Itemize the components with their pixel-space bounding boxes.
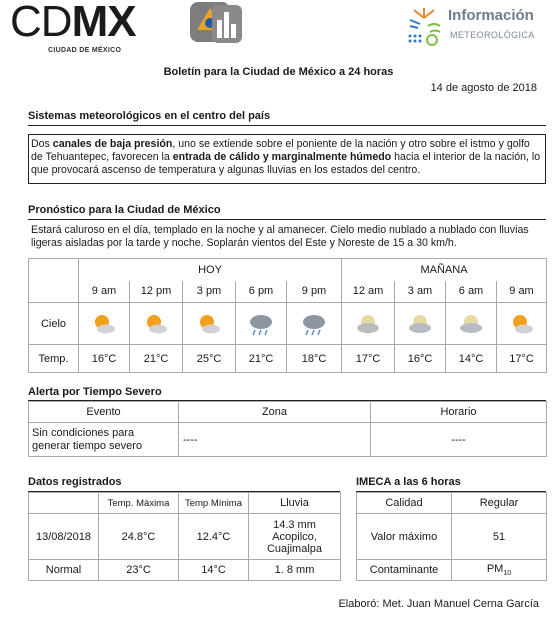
sky-cell [130, 303, 183, 345]
recorded-max-cell: 24.8°C [99, 514, 179, 560]
imeca-pollutant-label: Contaminante [357, 560, 452, 581]
alert-zone-cell: ---- [179, 423, 371, 457]
cdmx-logo [10, 0, 136, 46]
tomorrow-header: MAÑANA [342, 259, 547, 281]
alert-table [28, 401, 547, 457]
sky-cell [395, 303, 446, 345]
temp-cell: 17°C [342, 345, 395, 373]
imeca-title: IMECA a las 6 horas [356, 476, 461, 488]
sky-cell [497, 303, 547, 345]
hour-cell: 6 am [446, 281, 497, 303]
sky-cell [446, 303, 497, 345]
hour-cell: 6 pm [236, 281, 287, 303]
hour-cell: 9 pm [287, 281, 342, 303]
recorded-corner-cell [29, 493, 99, 514]
info-title: Información [448, 7, 534, 24]
rain-amount: 14.3 mm [273, 518, 316, 531]
forecast-table [28, 258, 547, 373]
imeca-quality-value: Regular [452, 493, 547, 514]
hour-cell: 3 pm [183, 281, 236, 303]
imeca-max-label: Valor máximo [357, 514, 452, 560]
alert-event-header: Evento [29, 402, 179, 423]
logo-mx-text: MX [71, 0, 136, 46]
moon-cloud-icon [407, 311, 433, 337]
moon-cloud-icon [458, 311, 484, 337]
bulletin-date: 14 de agosto de 2018 [430, 82, 537, 94]
alert-event-cell [29, 423, 179, 457]
sky-cell [236, 303, 287, 345]
sun-cloud-icon [196, 311, 222, 337]
hour-cell: 9 am [79, 281, 130, 303]
logo-subtitle: CIUDAD DE MÉXICO [48, 47, 122, 54]
forecast-title: Pronóstico para la Ciudad de México [28, 204, 221, 216]
temp-cell: 16°C [395, 345, 446, 373]
recorded-title: Datos registrados [28, 476, 122, 488]
sky-label: Cielo [29, 303, 79, 345]
recorded-max-header: Temp. Máxima [99, 493, 179, 514]
hour-cell: 3 am [395, 281, 446, 303]
recorded-rain-cell [249, 514, 341, 560]
imeca-max-value: 51 [452, 514, 547, 560]
temp-cell: 17°C [497, 345, 547, 373]
hour-cell: 12 pm [130, 281, 183, 303]
recorded-rain-header: Lluvia [249, 493, 341, 514]
rain-cloud-icon [301, 311, 327, 337]
recorded-table [28, 492, 341, 581]
systems-title: Sistemas meteorológicos en el centro del país [28, 110, 271, 122]
recorded-date-cell: 13/08/2018 [29, 514, 99, 560]
forecast-corner-cell [29, 259, 79, 303]
temp-cell: 25°C [183, 345, 236, 373]
temp-label: Temp. [29, 345, 79, 373]
info-subtitle: METEOROLÓGICA [450, 30, 535, 40]
recorded-normal-min: 14°C [179, 560, 249, 581]
sun-cloud-icon [143, 311, 169, 337]
rain-location: Acopilco, [272, 530, 317, 543]
temp-cell: 18°C [287, 345, 342, 373]
temp-cell: 16°C [79, 345, 130, 373]
systems-text: Dos canales de baja presión, uno se extiende sobre el poniente de la nación y otro sobre el istmo y golfo de Tehuantepec, favorecen la entrada de cálido y marginalmente húmedo hacia el interior de la nación, lo que provocará ascenso de temperatura y algunas lluvias en los estados del centro. [31, 138, 541, 176]
temp-cell: 21°C [130, 345, 183, 373]
imeca-pollutant-value [452, 560, 547, 581]
sky-cell [342, 303, 395, 345]
imeca-table [356, 492, 547, 581]
alert-event-line: generar tiempo severo [32, 439, 143, 452]
sky-cell [79, 303, 130, 345]
hour-cell: 9 am [497, 281, 547, 303]
sun-cloud-icon [509, 311, 535, 337]
pollutant-subscript: 10 [503, 570, 512, 578]
recorded-min-header: Temp Mínima [179, 493, 249, 514]
hour-cell: 12 am [342, 281, 395, 303]
imeca-quality-label: Calidad [357, 493, 452, 514]
moon-cloud-icon [355, 311, 381, 337]
today-header: HOY [79, 259, 342, 281]
city-emblem-icon [212, 5, 242, 43]
recorded-normal-label: Normal [29, 560, 99, 581]
rain-location: Cuajimalpa [266, 542, 323, 555]
recorded-normal-rain: 1. 8 mm [249, 560, 341, 581]
weather-info-logo-icon [404, 6, 444, 48]
pollutant-name: PM [486, 562, 504, 575]
alert-title: Alerta por Tiempo Severo [28, 386, 162, 398]
alert-event-line: Sin condiciones para [32, 426, 135, 439]
logo-cd-text: CD [10, 0, 72, 46]
section-divider [28, 219, 546, 220]
forecast-text: Estará caluroso en el día, templado en la noche y al amanecer. Cielo medio nublado a nublado con lluvias ligeras aisladas por la tarde y noche. Soplarán vientos del Este y Noreste de 15 a 30 km/h. [31, 224, 529, 249]
bulletin-title: Boletín para la Ciudad de México a 24 horas [163, 66, 394, 78]
section-divider [28, 125, 546, 126]
alert-zone-header: Zona [179, 402, 371, 423]
alert-schedule-cell: ---- [371, 423, 547, 457]
temp-cell: 21°C [236, 345, 287, 373]
sky-cell [287, 303, 342, 345]
recorded-min-cell: 12.4°C [179, 514, 249, 560]
rain-cloud-icon [248, 311, 274, 337]
sky-cell [183, 303, 236, 345]
recorded-normal-max: 23°C [99, 560, 179, 581]
alert-schedule-header: Horario [371, 402, 547, 423]
sun-cloud-icon [91, 311, 117, 337]
temp-cell: 14°C [446, 345, 497, 373]
signature: Elaboró: Met. Juan Manuel Cerna García [338, 598, 539, 610]
